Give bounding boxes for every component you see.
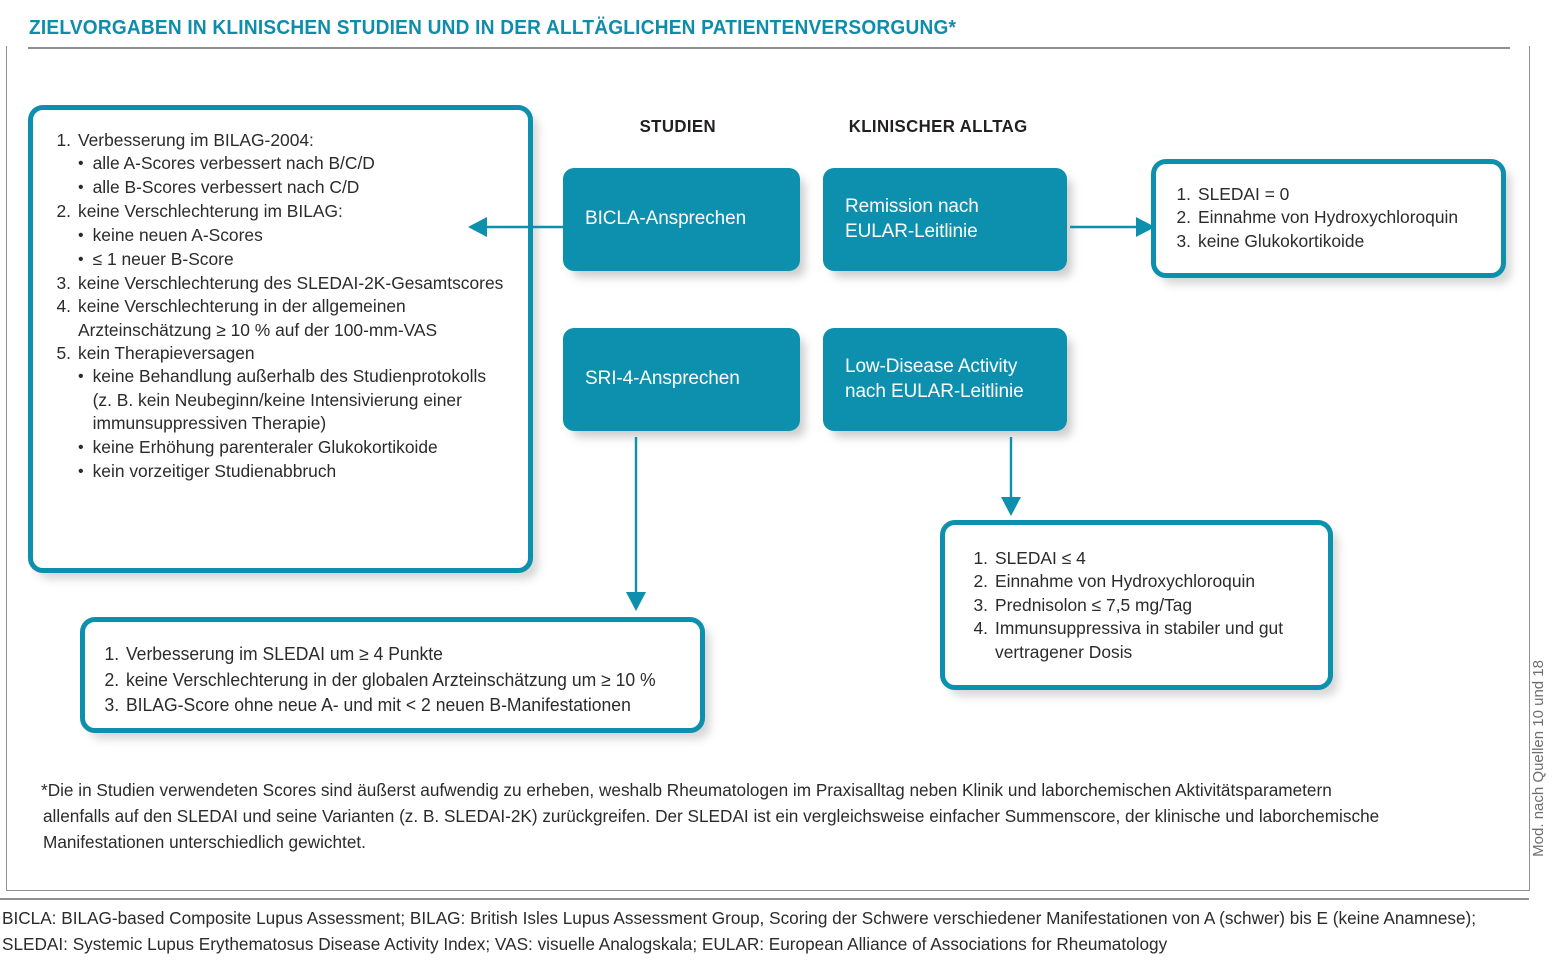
list-item bbox=[78, 248, 510, 272]
item-text: SLEDAI ≤ 4 bbox=[995, 548, 1086, 568]
item-number: 4. bbox=[56, 296, 71, 317]
list-item bbox=[55, 342, 510, 365]
node-sri4-ansprechen[interactable] bbox=[563, 328, 800, 431]
bullet-icon: • bbox=[78, 368, 84, 386]
bullet-icon: • bbox=[78, 438, 84, 456]
node-sri4-label: SRI-4-Ansprechen bbox=[585, 368, 740, 390]
column-header-studien: STUDIEN bbox=[639, 116, 717, 136]
list-item bbox=[973, 617, 1314, 664]
list-item bbox=[1176, 183, 1487, 206]
list-item bbox=[973, 547, 1314, 570]
item-number: 3. bbox=[973, 594, 988, 615]
item-text: alle B-Scores verbessert nach C/D bbox=[92, 177, 360, 198]
item-text: keine Erhöhung parenteraler Glukokortikoide bbox=[92, 436, 438, 457]
list-item bbox=[1176, 230, 1487, 253]
item-text: Verbesserung im SLEDAI um ≥ 4 Punkte bbox=[125, 644, 443, 664]
list-item bbox=[55, 200, 510, 223]
item-text: Einnahme von Hydroxychloroquin bbox=[995, 571, 1256, 592]
arrow-left-icon bbox=[465, 214, 570, 240]
item-number: 2. bbox=[104, 669, 120, 690]
item-number: 2. bbox=[1176, 207, 1191, 228]
item-text: keine Verschlechterung im BILAG: bbox=[78, 201, 343, 222]
list-item bbox=[105, 642, 673, 668]
item-text: ≤ 1 neuer B-Score bbox=[92, 248, 234, 269]
footnote-line-1: *Die in Studien verwendeten Scores sind äußerst aufwendig zu erheben, weshalb Rheumatologen im Praxisalltag neben Klinik und laborchemischen Aktivitätsparametern bbox=[41, 780, 1332, 800]
bullet-icon: • bbox=[78, 462, 84, 480]
item-number: 1. bbox=[104, 644, 120, 664]
item-text: BILAG-Score ohne neue A- und mit < 2 neuen B-Manifestationen bbox=[125, 695, 631, 716]
bicla-sublist-1 bbox=[78, 152, 510, 200]
bullet-icon: • bbox=[78, 155, 84, 173]
node-low-disease-activity[interactable] bbox=[823, 328, 1067, 431]
node-lda-line2: nach EULAR-Leitlinie bbox=[845, 380, 1024, 402]
column-header-klinischer-alltag: KLINISCHER ALLTAG bbox=[848, 116, 1028, 136]
abbreviation-legend bbox=[2, 906, 1542, 958]
list-item bbox=[973, 594, 1314, 617]
remission-criteria-list bbox=[1156, 164, 1501, 253]
item-text: keine Verschlechterung in der globalen Arzteinschätzung um ≥ 10 % bbox=[125, 669, 656, 690]
item-number: 1. bbox=[973, 548, 988, 568]
footnote-line-2: allenfalls auf den SLEDAI und seine Varianten (z. B. SLEDAI-2K) zurückgreifen. Der SLEDAI ist ein vergleichsweise einfacher Summenscore, der klinische und laborchemische bbox=[43, 806, 1380, 827]
item-text: Verbesserung im BILAG-2004: bbox=[78, 130, 314, 150]
item-text: SLEDAI = 0 bbox=[1198, 184, 1290, 204]
list-item bbox=[55, 272, 510, 295]
list-item bbox=[105, 668, 673, 694]
item-number: 3. bbox=[1176, 230, 1191, 251]
node-remission-label bbox=[845, 195, 979, 244]
bottom-divider bbox=[0, 898, 1529, 900]
item-number: 3. bbox=[56, 272, 71, 293]
node-bicla-label: BICLA-Ansprechen bbox=[585, 208, 747, 230]
figure-title: ZIELVORGABEN IN KLINISCHEN STUDIEN UND IN DER ALLTÄGLICHEN PATIENTENVERSORGUNG* bbox=[29, 16, 957, 39]
bicla-criteria-list bbox=[33, 110, 528, 484]
arrow-right-icon bbox=[1070, 214, 1158, 240]
item-text: Einnahme von Hydroxychloroquin bbox=[1198, 207, 1459, 228]
bullet-icon: • bbox=[78, 250, 84, 268]
arrow-down-icon bbox=[998, 437, 1024, 519]
item-text: kein Therapieversagen bbox=[78, 343, 255, 364]
footnote-line-3: Manifestationen unterschiedlich gewichtet. bbox=[43, 832, 366, 853]
node-remission-eular[interactable] bbox=[823, 168, 1067, 271]
list-item bbox=[78, 365, 510, 435]
item-text: keine Verschlechterung in der allgemeinen Arzteinschätzung ≥ 10 % auf der 100-mm-VAS bbox=[78, 296, 438, 340]
node-lda-line1: Low-Disease Activity bbox=[845, 355, 1018, 377]
list-item bbox=[78, 460, 510, 484]
bullet-icon: • bbox=[78, 179, 84, 197]
list-item bbox=[1176, 206, 1487, 229]
item-number: 3. bbox=[104, 695, 120, 716]
item-number: 1. bbox=[1176, 184, 1191, 204]
node-lda-label bbox=[845, 355, 1024, 404]
node-remission-line2: EULAR-Leitlinie bbox=[845, 220, 978, 242]
item-text: keine Glukokortikoide bbox=[1198, 230, 1365, 251]
item-number: 2. bbox=[973, 571, 988, 592]
lda-criteria-list bbox=[945, 525, 1328, 664]
list-item bbox=[78, 224, 510, 248]
bullet-icon: • bbox=[78, 226, 84, 244]
list-item bbox=[55, 295, 510, 342]
node-remission-line1: Remission nach bbox=[845, 195, 979, 217]
item-text: keine Verschlechterung des SLEDAI-2K-Gesamtscores bbox=[78, 272, 504, 293]
item-number: 4. bbox=[973, 618, 988, 639]
panel-lda-criteria bbox=[940, 520, 1333, 690]
item-number: 2. bbox=[56, 201, 71, 222]
panel-sri4-criteria bbox=[80, 617, 705, 733]
source-credit: Mod. nach Quellen 10 und 18 bbox=[1530, 660, 1547, 857]
bicla-sublist-5 bbox=[78, 365, 510, 483]
sri4-criteria-list bbox=[85, 622, 685, 719]
item-number: 1. bbox=[56, 130, 71, 150]
abbreviation-line-2: SLEDAI: Systemic Lupus Erythematosus Disease Activity Index; VAS: visuelle Analogskala; EULAR: European Alliance of Associations for Rheumatology bbox=[2, 933, 1168, 954]
item-text: Immunsuppressiva in stabiler und gut vertragener Dosis bbox=[995, 618, 1284, 662]
item-text: kein vorzeitiger Studienabbruch bbox=[92, 460, 337, 481]
item-text: keine neuen A-Scores bbox=[92, 224, 263, 245]
node-bicla-ansprechen[interactable] bbox=[563, 168, 800, 271]
list-item bbox=[78, 152, 510, 176]
abbreviation-line-1: BICLA: BILAG-based Composite Lupus Assessment; BILAG: British Isles Lupus Assessment Group, Scoring der Schwere verschiedener Manifestationen von A (schwer) bis E (keine Anamnese); bbox=[2, 908, 1477, 928]
item-text: keine Behandlung außerhalb des Studienprotokolls (z. B. kein Neubeginn/keine Intensivierung einer immunsuppressiven Therapie) bbox=[92, 366, 487, 434]
panel-remission-criteria bbox=[1151, 159, 1506, 278]
item-text: alle A-Scores verbessert nach B/C/D bbox=[92, 153, 375, 174]
arrow-down-icon bbox=[623, 437, 649, 615]
list-item bbox=[973, 570, 1314, 593]
bicla-sublist-2 bbox=[78, 224, 510, 272]
figure-footnote bbox=[41, 777, 1491, 855]
list-item bbox=[78, 436, 510, 460]
list-item bbox=[105, 693, 673, 719]
list-item bbox=[55, 129, 510, 152]
item-text: Prednisolon ≤ 7,5 mg/Tag bbox=[995, 594, 1193, 615]
panel-bicla-criteria bbox=[28, 105, 533, 573]
list-item bbox=[78, 176, 510, 200]
item-number: 5. bbox=[56, 343, 71, 364]
